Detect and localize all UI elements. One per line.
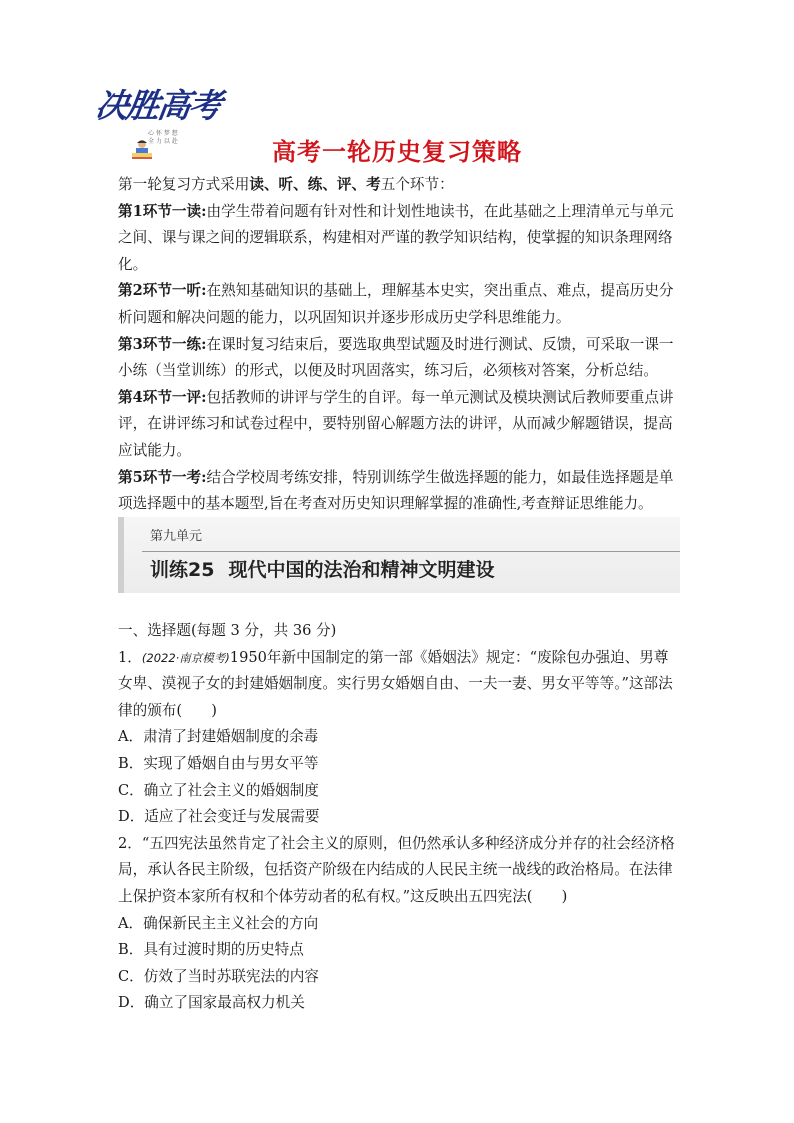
- step-label: 第1环节一读:: [118, 202, 207, 220]
- step-label: 第2环节一听:: [118, 282, 207, 300]
- page-title: 高考一轮历史复习策略: [272, 138, 522, 166]
- intro-suffix: 五个环节：: [380, 176, 454, 193]
- unit-banner: [118, 517, 680, 593]
- step-label: 第5环节一考:: [118, 468, 207, 486]
- training-number: 训练25: [150, 559, 215, 581]
- answer-option: C．仿效了当时苏联宪法的内容: [118, 967, 319, 985]
- step-paragraph: [118, 332, 680, 385]
- question-number: 2．: [118, 834, 142, 852]
- question-number: 1．: [118, 648, 142, 666]
- question-text: “五四宪法虽然肯定了社会主义的原则，但仍然承认多种经济成分并存的社会经济格局，承认各民主阶级，包括资产阶级在内结成的人民民主统一战线的政治格局。在法律上保护资本家所有权和个体劳动者的私有权。”这反映出五四宪法( ): [118, 834, 675, 905]
- intro-line: [118, 172, 680, 199]
- step-paragraph: [118, 199, 680, 279]
- answer-option: B．实现了婚姻自由与男女平等: [118, 754, 319, 772]
- answer-option: A．肃清了封建婚姻制度的余毒: [118, 728, 319, 746]
- step-text: 包括教师的讲评与学生的自评。每一单元测试及模块测试后教师要重点讲评，在讲评练习和试卷过程中，要特别留心解题方法的讲评，从而减少解题错误，提高应试能力。: [118, 388, 674, 459]
- answer-option: C．确立了社会主义的婚姻制度: [118, 781, 319, 799]
- step-text: 由学生带着问题有针对性和计划性地读书，在此基础之上理清单元与单元之间、课与课之间的逻辑联系，构建相对严谨的教学知识结构，使掌握的知识条理网络化。: [118, 202, 674, 273]
- intro-terms: 读、听、练、评、考: [249, 176, 381, 193]
- intro-prefix: 第一轮复习方式采用: [118, 176, 250, 193]
- answer-option: D．适应了社会变迁与发展需要: [118, 808, 320, 826]
- answer-option: B．具有过渡时期的历史特点: [118, 941, 304, 959]
- logo-subtitle-1: 心 怀 梦 想: [148, 130, 178, 137]
- logo-subtitle-2: 全 力 以 赴: [148, 138, 178, 145]
- strategy-body: [118, 172, 680, 518]
- unit-label: 第九单元: [150, 529, 203, 544]
- unit-title: [150, 555, 494, 582]
- step-text: 在课时复习结束后，要选取典型试题及时进行测试、反馈，可采取一课一小练（当堂训练）的形式，以便及时巩固落实，练习后，必须核对答案，分析总结。: [118, 335, 674, 380]
- answer-option: D．确立了国家最高权力机关: [118, 994, 305, 1012]
- question-text: 1950年新中国制定的第一部《婚姻法》规定：“废除包办强迫、男尊女卑、漠视子女的封建婚姻制度。实行男女婚姻自由、一夫一妻、男女平等等。”这部法律的颁布( ): [118, 648, 673, 719]
- section-heading: 一、选择题(每题 3 分，共 36 分): [118, 622, 337, 639]
- question-stem: [118, 645, 680, 725]
- question-stem: [118, 831, 680, 911]
- step-paragraph: [118, 465, 680, 518]
- logo-text: 决胜高考: [92, 86, 223, 125]
- unit-divider: [142, 551, 680, 552]
- step-paragraph: [118, 385, 680, 465]
- training-title: 现代中国的法治和精神文明建设: [228, 559, 495, 581]
- question-source: (2022·南京模考): [141, 650, 230, 665]
- unit-accent-bar: [118, 517, 124, 593]
- question-section: [118, 618, 680, 1017]
- question-item: [118, 831, 680, 1017]
- step-label: 第3环节一练:: [118, 335, 207, 353]
- step-text: 结合学校周考练安排，特别训练学生做选择题的能力，如最佳选择题是单项选择题中的基本题型,旨在考查对历史知识理解掌握的准确性,考查辩证思维能力。: [118, 468, 674, 513]
- step-paragraph: [118, 278, 680, 331]
- question-item: [118, 645, 680, 831]
- step-label: 第4环节一评:: [118, 388, 207, 406]
- step-text: 在熟知基础知识的基础上，理解基本史实，突出重点、难点，提高历史分析问题和解决问题的能力，以巩固知识并逐步形成历史学科思维能力。: [118, 282, 674, 326]
- answer-option: A．确保新民主主义社会的方向: [118, 914, 319, 932]
